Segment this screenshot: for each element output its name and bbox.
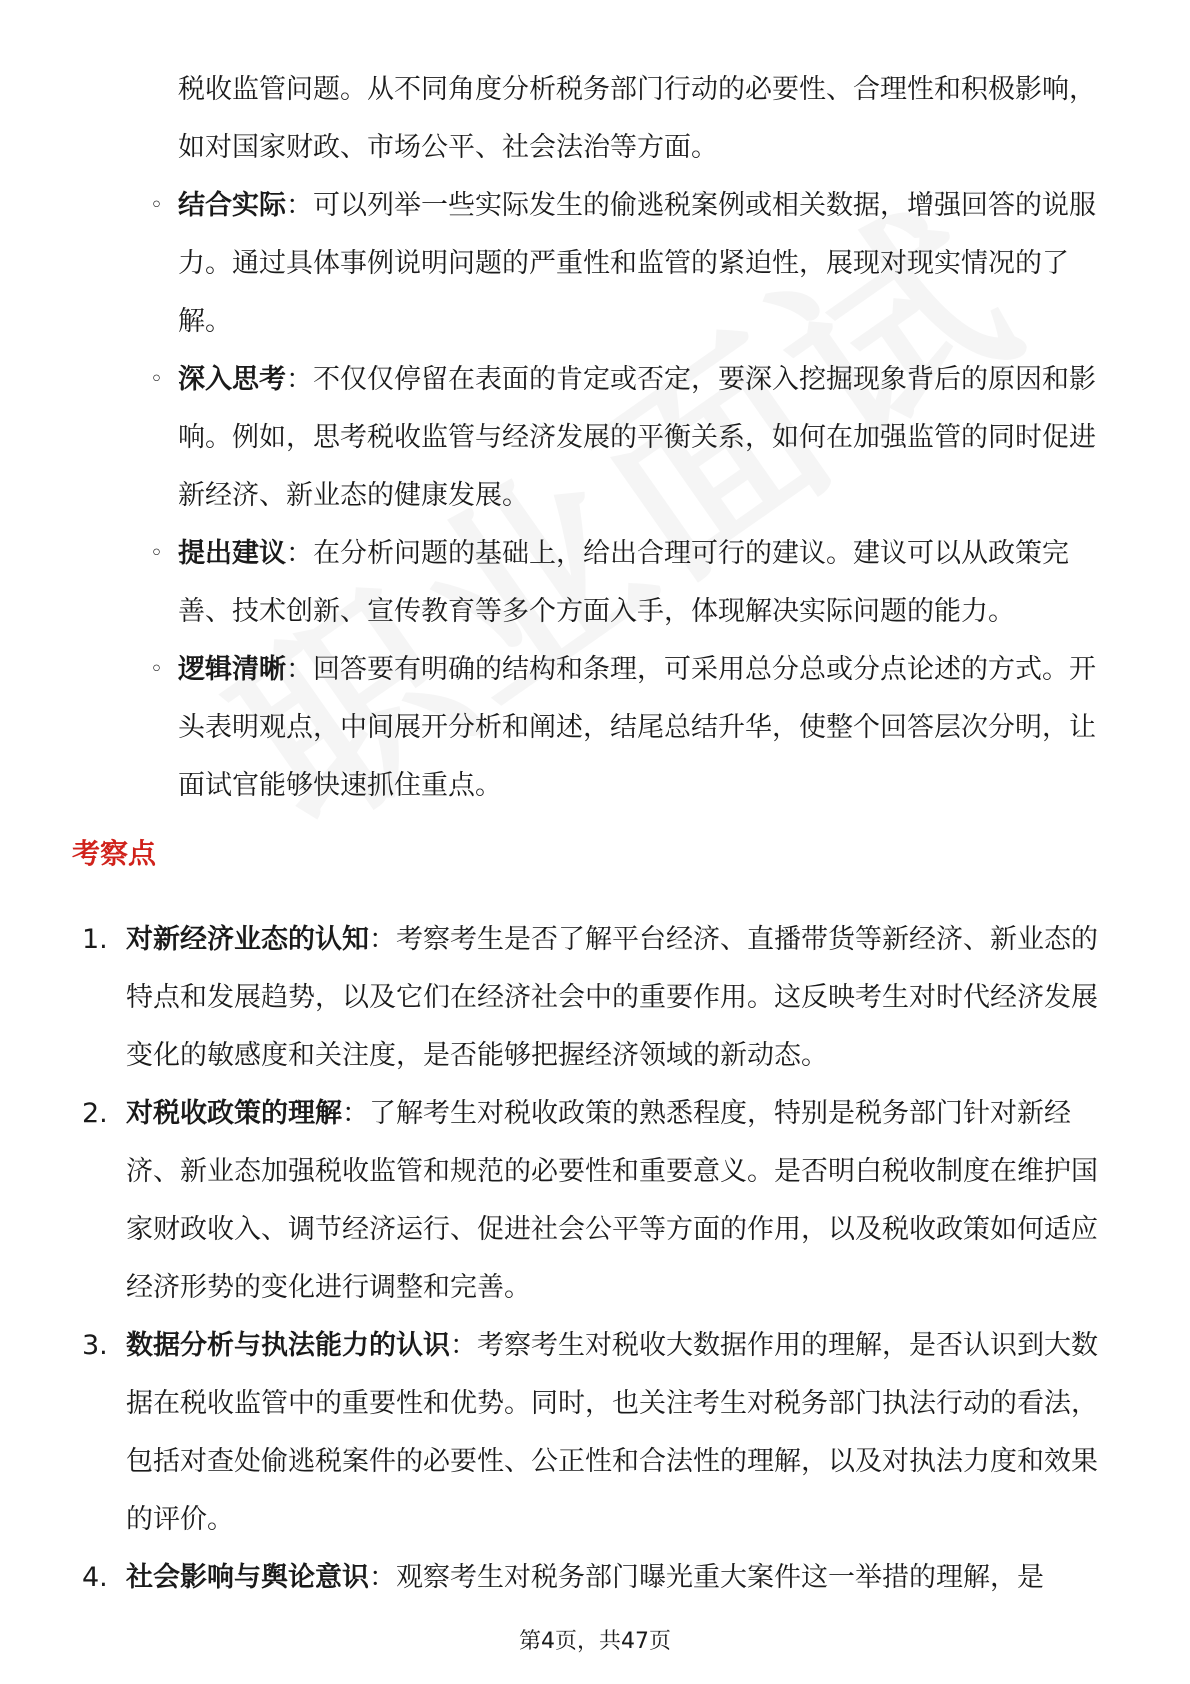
item-separator: ： <box>342 1098 369 1129</box>
item-title: 结合实际 <box>178 190 286 221</box>
item-separator: ： <box>369 924 396 955</box>
item-title: 对新经济业态的认知 <box>126 924 369 955</box>
item-separator: ： <box>369 1562 396 1593</box>
item-body: 不仅仅停留在表面的肯定或否定，要深入挖掘现象背后的原因和影响。例如，思考税收监管与经济发展的平衡关系，如何在加强监管的同时促进新经济、新业态的健康发展。 <box>178 364 1096 511</box>
item-number: 4. <box>82 1562 108 1593</box>
list-item <box>150 351 1108 525</box>
list-item <box>82 1549 1108 1607</box>
list-item <box>82 911 1108 1085</box>
item-separator: ： <box>450 1330 477 1361</box>
bullet-marker: ◦ <box>150 657 163 682</box>
item-separator: ： <box>286 538 313 569</box>
assessment-points-list <box>82 911 1108 1607</box>
list-item <box>150 641 1108 815</box>
item-body: 回答要有明确的结构和条理，可采用总分总或分点论述的方式。开头表明观点，中间展开分析和阐述，结尾总结升华，使整个回答层次分明，让面试官能够快速抓住重点。 <box>178 654 1096 801</box>
item-separator: ： <box>286 190 313 221</box>
section-heading: 考察点 <box>72 837 157 870</box>
item-separator: ： <box>286 364 313 395</box>
item-body: 了解考生对税收政策的熟悉程度，特别是税务部门针对新经济、新业态加强税收监管和规范的必要性和重要意义。是否明白税收制度在维护国家财政收入、调节经济运行、促进社会公平等方面的作用，以及税收政策如何适应经济形势的变化进行调整和完善。 <box>126 1098 1098 1303</box>
bullet-marker: ◦ <box>150 193 163 218</box>
item-title: 逻辑清晰 <box>178 654 286 685</box>
bullet-marker: ◦ <box>150 541 163 566</box>
list-item <box>82 1085 1108 1317</box>
tips-list <box>150 177 1108 815</box>
item-body: 考察考生是否了解平台经济、直播带货等新经济、新业态的特点和发展趋势，以及它们在经济社会中的重要作用。这反映考生对时代经济发展变化的敏感度和关注度，是否能够把握经济领域的新动态。 <box>126 924 1098 1071</box>
item-number: 1. <box>82 924 108 955</box>
continued-paragraph: 税收监管问题。从不同角度分析税务部门行动的必要性、合理性和积极影响，如对国家财政、市场公平、社会法治等方面。 <box>178 74 1096 163</box>
item-number: 3. <box>82 1330 108 1361</box>
item-body: 可以列举一些实际发生的偷逃税案例或相关数据，增强回答的说服力。通过具体事例说明问题的严重性和监管的紧迫性，展现对现实情况的了解。 <box>178 190 1096 337</box>
page-number-footer: 第4页，共47页 <box>519 1629 671 1654</box>
item-title: 提出建议 <box>178 538 286 569</box>
item-title: 对税收政策的理解 <box>126 1098 342 1129</box>
bullet-marker: ◦ <box>150 367 163 392</box>
item-body: 观察考生对税务部门曝光重大案件这一举措的理解，是 <box>396 1562 1044 1593</box>
item-body: 在分析问题的基础上，给出合理可行的建议。建议可以从政策完善、技术创新、宣传教育等多个方面入手，体现解决实际问题的能力。 <box>178 538 1069 627</box>
item-title: 数据分析与执法能力的认识 <box>126 1330 450 1361</box>
list-item <box>150 177 1108 351</box>
item-title: 深入思考 <box>178 364 286 395</box>
item-number: 2. <box>82 1098 108 1129</box>
list-item <box>150 525 1108 641</box>
list-item <box>82 1317 1108 1549</box>
item-body: 考察考生对税收大数据作用的理解，是否认识到大数据在税收监管中的重要性和优势。同时，也关注考生对税务部门执法行动的看法，包括对查处偷逃税案件的必要性、公正性和合法性的理解，以及对执法力度和效果的评价。 <box>126 1330 1098 1535</box>
item-separator: ： <box>286 654 313 685</box>
item-title: 社会影响与舆论意识 <box>126 1562 369 1593</box>
